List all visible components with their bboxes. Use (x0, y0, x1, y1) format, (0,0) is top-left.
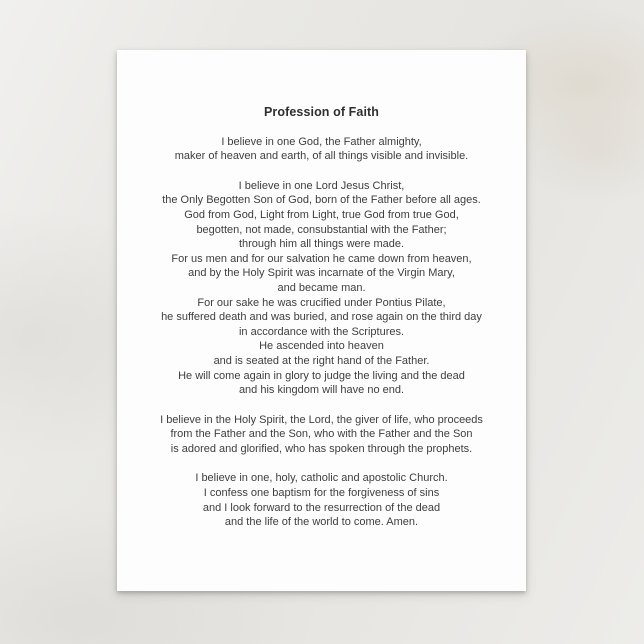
creed-paragraph-1 (125, 135, 518, 164)
creed-line: I believe in the Holy Spirit, the Lord, the giver of life, who proceeds (160, 413, 483, 426)
creed-line: and his kingdom will have no end. (238, 384, 405, 397)
creed-line: maker of heaven and earth, of all things visible and invisible. (174, 150, 469, 163)
creed-line: For our sake he was crucified under Pontius Pilate, (197, 296, 446, 309)
creed-line: through him all things were made. (238, 238, 405, 251)
creed-line: and is seated at the right hand of the Father. (213, 354, 430, 367)
creed-paragraph-4 (125, 471, 518, 529)
creed-paragraphs (125, 135, 518, 530)
creed-line: and by the Holy Spirit was incarnate of the Virgin Mary, (188, 267, 455, 280)
creed-line: the Only Begotten Son of God, born of the Father before all ages. (162, 194, 481, 207)
creed-line: For us men and for our salvation he came down from heaven, (171, 252, 472, 265)
creed-line: He will come again in glory to judge the living and the dead (178, 369, 465, 382)
creed-line: begotten, not made, consubstantial with the Father; (196, 223, 447, 236)
creed-line: I confess one baptism for the forgiveness of sins (203, 487, 440, 500)
creed-line: and I look forward to the resurrection of the dead (202, 501, 441, 514)
creed-line: He ascended into heaven (259, 340, 384, 353)
creed-line: and became man. (277, 281, 366, 294)
creed-line: and the life of the world to come. Amen. (224, 516, 419, 529)
creed-paragraph-3 (125, 413, 518, 457)
creed-text-block (117, 50, 526, 591)
creed-line: God from God, Light from Light, true God from true God, (184, 208, 459, 221)
creed-line: I believe in one, holy, catholic and apostolic Church. (195, 472, 448, 485)
creed-line: he suffered death and was buried, and rose again on the third day (161, 311, 482, 324)
creed-line: from the Father and the Son, who with the Father and the Son (170, 428, 473, 441)
creed-line: I believe in one God, the Father almighty, (221, 135, 422, 148)
creed-paragraph-2 (125, 179, 518, 398)
creed-line: is adored and glorified, who has spoken through the prophets. (170, 442, 473, 455)
postcard-title: Profession of Faith (263, 105, 380, 119)
creed-line: I believe in one Lord Jesus Christ, (238, 179, 405, 192)
creed-line: in accordance with the Scriptures. (238, 325, 405, 338)
postcard (117, 50, 526, 591)
